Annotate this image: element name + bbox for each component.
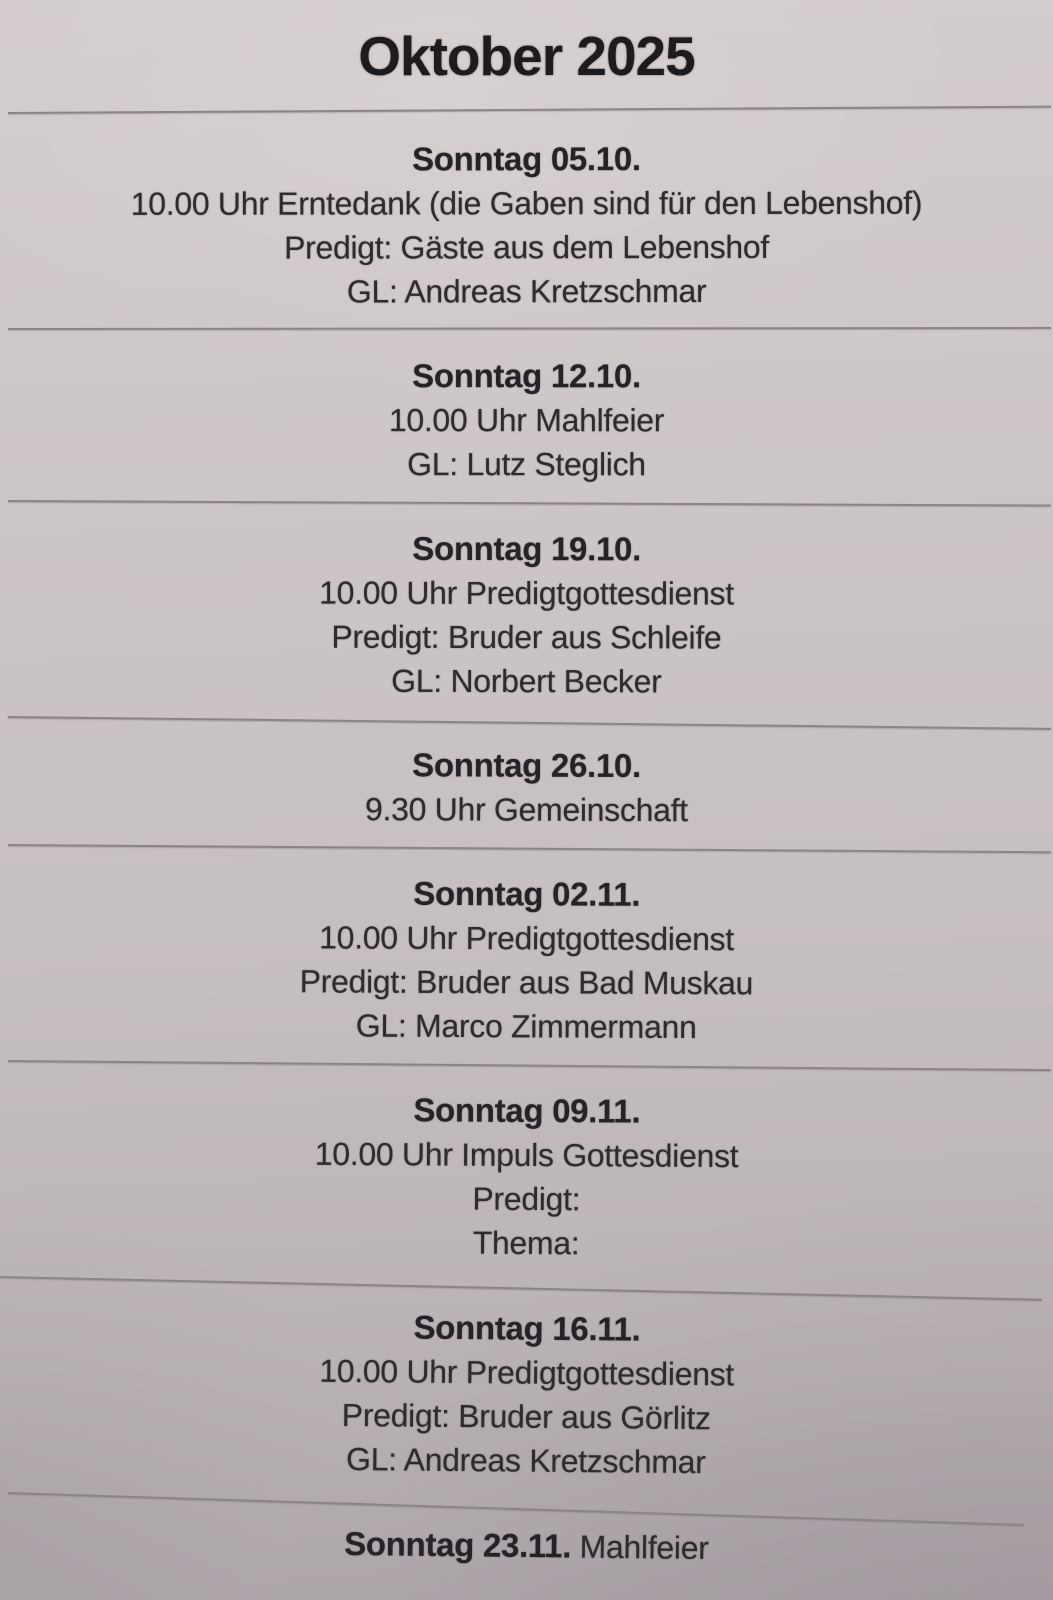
event-detail-line: 10.00 Uhr Impuls Gottesdienst [314,1135,739,1175]
event-detail-line: 10.00 Uhr Predigtgottesdienst [319,919,734,958]
event-date-header: Sonntag 09.11. [413,1091,641,1130]
event-date-header: Sonntag 12.10. [412,357,641,395]
event-section-12-10 [0,330,1053,500]
event-detail-line: Predigt: Gäste aus dem Lebenshof [284,228,770,266]
event-detail-line: 10.00 Uhr Predigtgottesdienst [319,574,734,612]
event-detail-line: GL: Lutz Steglich [407,446,646,483]
event-date-header: Sonntag 02.11. [413,874,641,913]
event-detail-line: GL: Andreas Kretzschmar [346,273,707,310]
event-detail-line: Thema: [472,1224,580,1262]
page-title: Oktober 2025 [358,25,695,87]
event-detail-line: GL: Marco Zimmermann [355,1007,697,1046]
event-date-header: Sonntag 05.10. [412,140,641,178]
event-detail-line: Predigt: Bruder aus Schleife [331,618,722,656]
event-section-09-11 [0,1062,1053,1282]
event-detail-inline: Mahlfeier [579,1528,709,1567]
event-detail-line: Predigt: [472,1180,581,1218]
event-detail-line: 10.00 Uhr Predigtgottesdienst [319,1352,735,1393]
event-detail-line: 10.00 Uhr Mahlfeier [388,402,665,439]
event-section-16-11 [0,1278,1053,1501]
event-date-header: Sonntag 16.11. [413,1308,641,1348]
event-section-23-11 [0,1494,1053,1588]
event-detail-line: Predigt: Bruder aus Bad Muskau [299,963,754,1002]
event-detail-line: GL: Andreas Kretzschmar [345,1441,706,1481]
event-section-26-10 [0,718,1053,847]
event-date-inline-row [0,1518,1053,1574]
event-date-header: Sonntag 19.10. [412,529,642,568]
event-detail-line: 9.30 Uhr Gemeinschaft [364,791,688,829]
event-section-02-11 [0,846,1053,1065]
event-section-05-10 [0,113,1053,328]
event-date-header: Sonntag 23.11. [344,1524,572,1565]
event-detail-line: Predigt: Bruder aus Görlitz [341,1396,711,1437]
event-detail-line: GL: Norbert Becker [391,662,662,700]
event-date-header: Sonntag 26.10. [412,746,641,785]
event-section-19-10 [0,502,1053,718]
event-detail-line: 10.00 Uhr Erntedank (die Gaben sind für den Lebenshof) [130,184,923,222]
